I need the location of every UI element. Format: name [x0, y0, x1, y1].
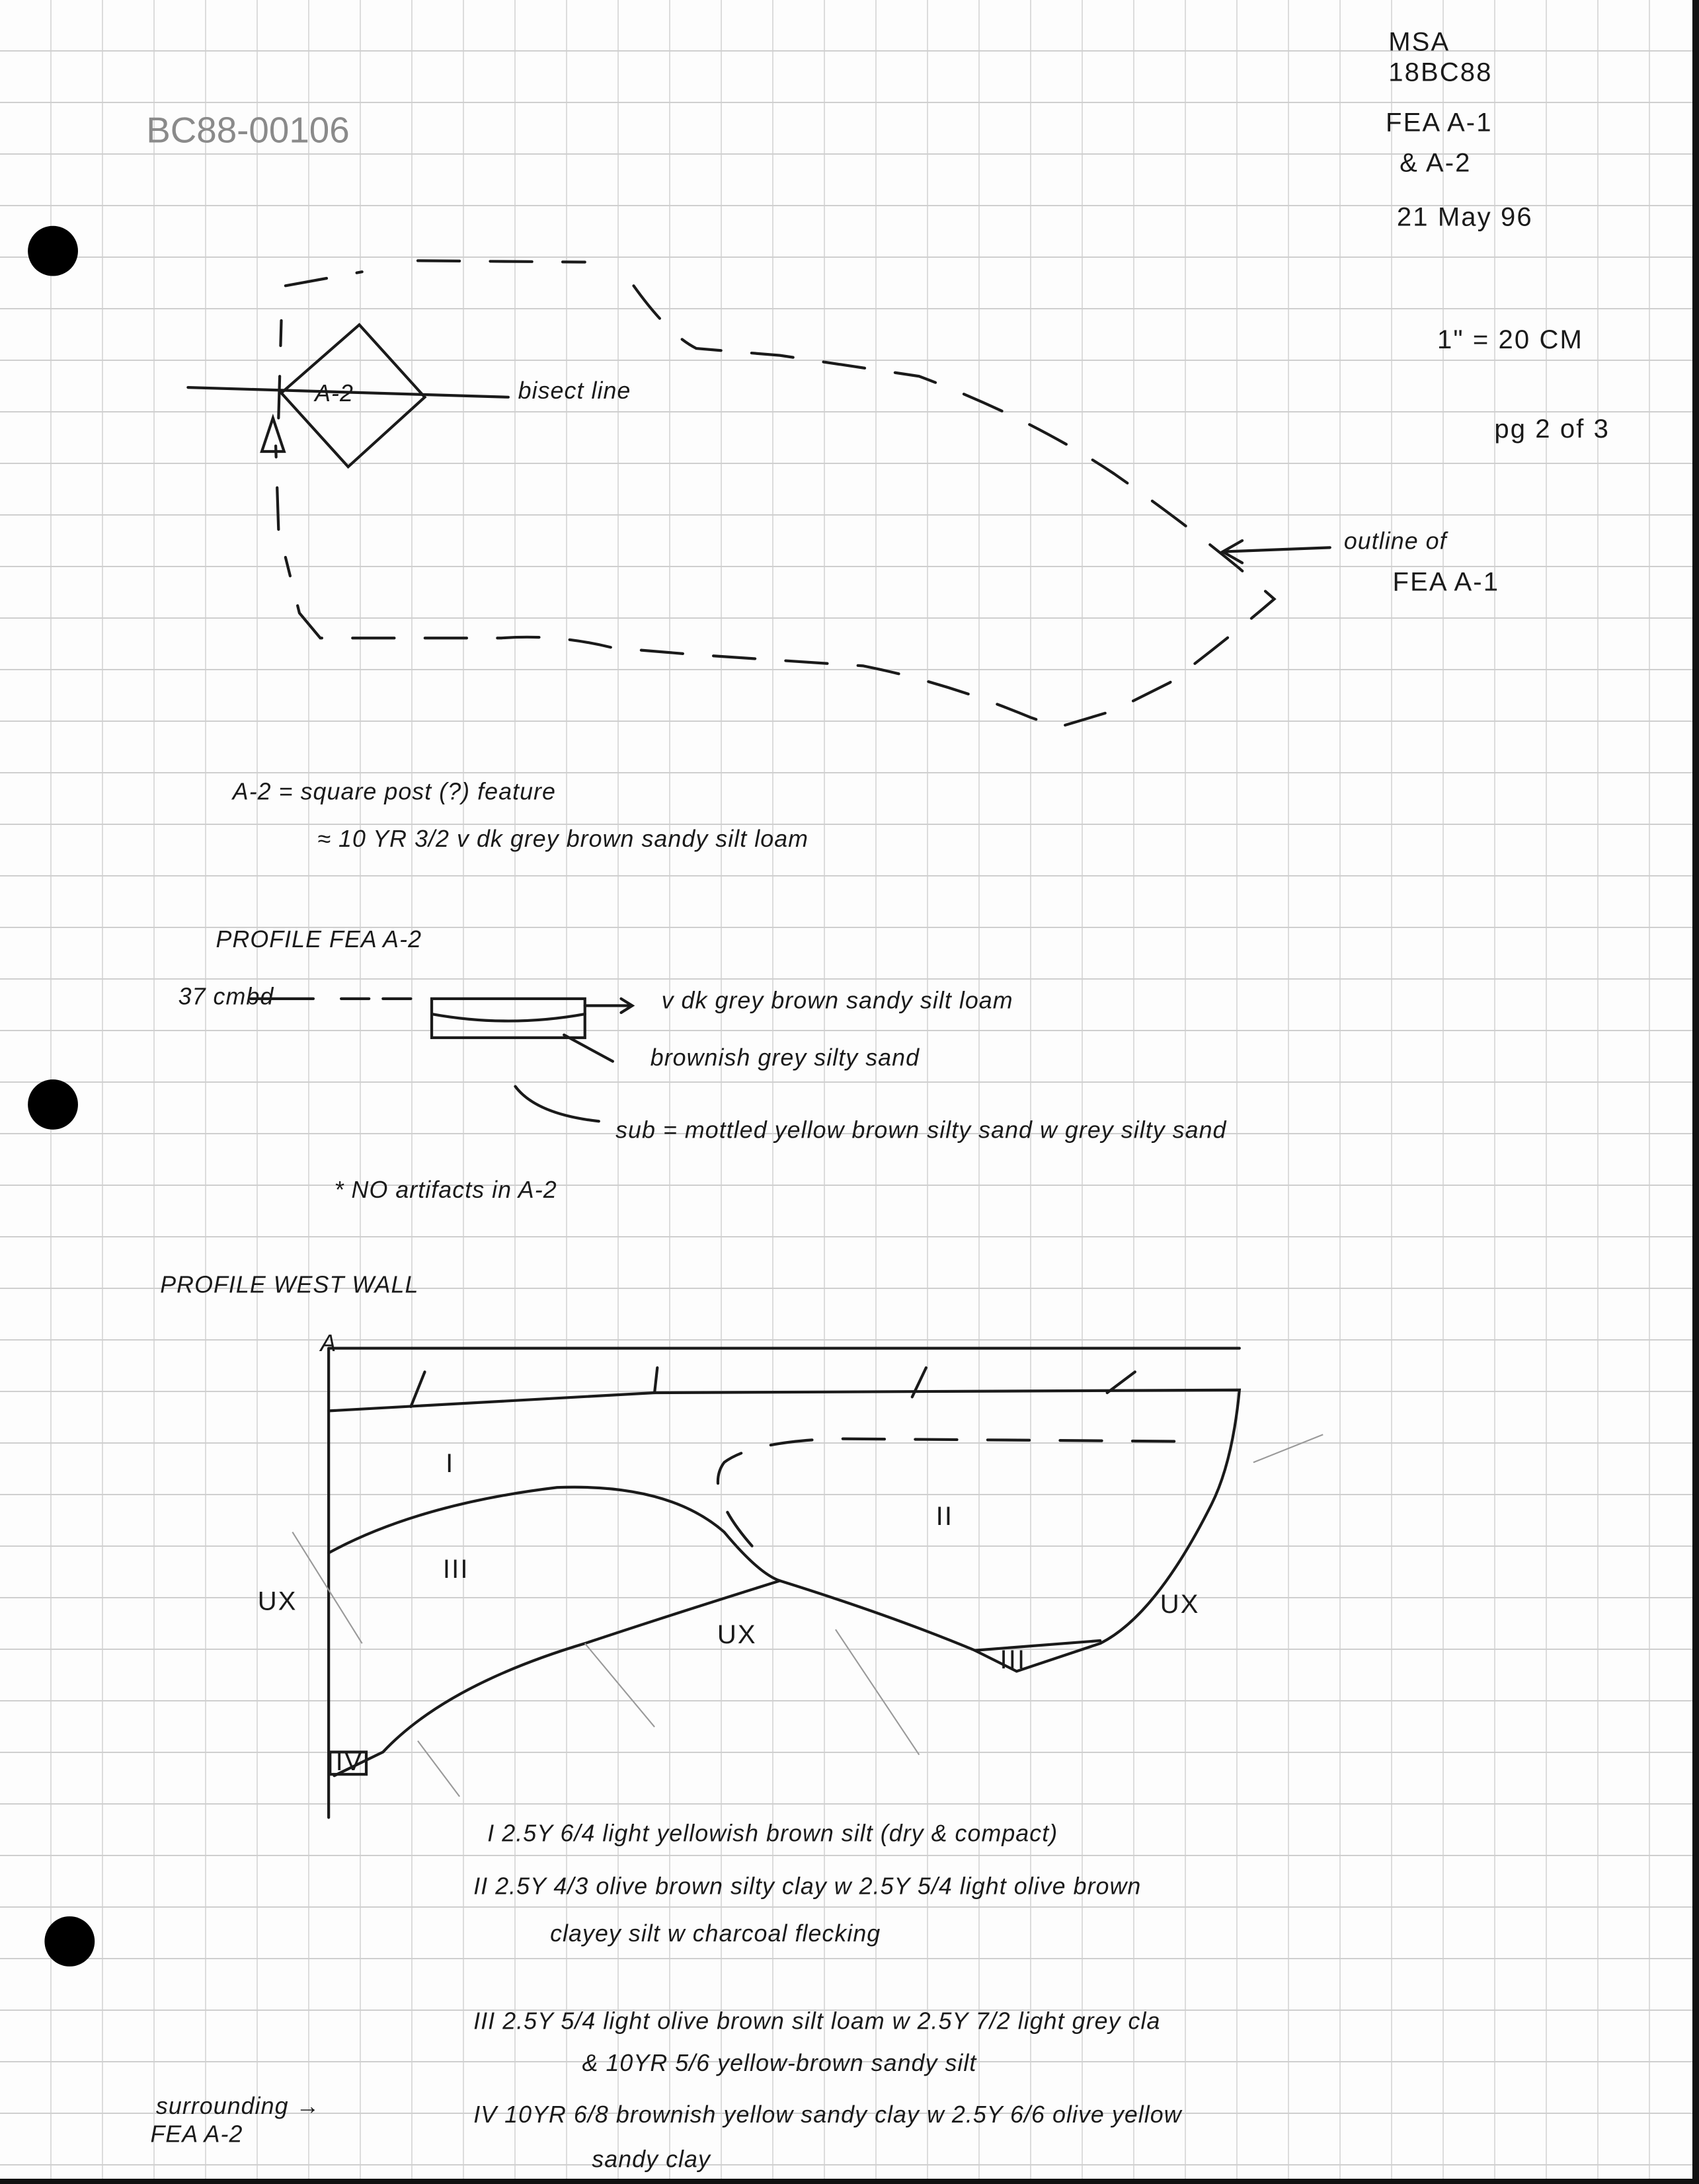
- arrow-icon: [1223, 541, 1330, 563]
- label-ux-right: UX: [1160, 1589, 1200, 1619]
- label-ux-left: UX: [257, 1586, 297, 1616]
- profile-a2-title: PROFILE FEA A-2: [216, 925, 422, 953]
- artifacts-note: * NO artifacts in A-2: [334, 1177, 557, 1204]
- feature-line-1: FEA A-1: [1386, 108, 1493, 137]
- label-ux-mid: UX: [717, 1620, 757, 1650]
- surrounding-label-1: surrounding →: [155, 2093, 321, 2120]
- label-IV: IV: [335, 1746, 364, 1776]
- legend-III-a: III 2.5Y 5/4 light olive brown silt loam w 2.5Y 7/2 light grey cla: [473, 2008, 1161, 2035]
- date: 21 May 96: [1396, 202, 1533, 232]
- label-III: III: [442, 1555, 469, 1584]
- hole-punch: [28, 1079, 78, 1130]
- scale: 1" = 20 CM: [1437, 325, 1583, 355]
- layer-boundary-dashed: [718, 1439, 1198, 1546]
- label-III-lower: III: [1000, 1645, 1027, 1675]
- label-II: II: [935, 1502, 954, 1532]
- site-number: 18BC88: [1388, 58, 1493, 87]
- datum-label: A: [320, 1329, 337, 1356]
- label-I: I: [446, 1449, 455, 1479]
- plan-sketch: [188, 260, 1499, 727]
- legend-IV-b: sandy clay: [592, 2146, 711, 2173]
- west-wall-title: PROFILE WEST WALL: [160, 1271, 419, 1298]
- hole-punch: [44, 1916, 95, 1967]
- legend-II-b: clayey silt w charcoal flecking: [550, 1920, 881, 1947]
- profile-fea-a2: [178, 926, 1227, 1203]
- layer2-label: brownish grey silty sand: [650, 1044, 920, 1071]
- legend-I: I 2.5Y 6/4 light yellowish brown silt (dry & compact): [487, 1820, 1058, 1847]
- outline-label-2: FEA A-1: [1392, 567, 1500, 597]
- surrounding-label-2: FEA A-2: [150, 2121, 243, 2148]
- datum-triangle-icon: [262, 418, 284, 451]
- legend-IV-a: IV 10YR 6/8 brownish yellow sandy clay w 2.5Y 6/6 olive yellow: [473, 2101, 1182, 2128]
- page-header: [1386, 27, 1610, 444]
- feature-line-2: & A-2: [1400, 148, 1472, 178]
- legend-II-a: II 2.5Y 4/3 olive brown silty clay w 2.5Y 5/4 light olive brown: [473, 1873, 1142, 1900]
- layer1-label: v dk grey brown sandy silt loam: [661, 987, 1013, 1014]
- bisect-label: bisect line: [518, 377, 631, 404]
- depth-label: 37 cmbd: [178, 983, 274, 1010]
- outline-label-1: outline of: [1343, 527, 1447, 555]
- layer-boundary: [329, 1487, 780, 1581]
- note-line-1: A-2 = square post (?) feature: [232, 778, 556, 805]
- org-label: MSA: [1388, 27, 1450, 57]
- feature-notes: [231, 779, 809, 853]
- sub-label: sub = mottled yellow brown silty sand w grey silty sand: [615, 1116, 1227, 1144]
- note-line-2: ≈ 10 YR 3/2 v dk grey brown sandy silt loam: [317, 826, 809, 853]
- arrow-icon: [515, 1087, 598, 1122]
- legend-III-b: & 10YR 5/6 yellow-brown sandy silt: [582, 2049, 977, 2076]
- soil-legend: [151, 1820, 1183, 2172]
- profile-west-wall: [160, 1271, 1323, 1817]
- layer-boundary: [432, 1014, 585, 1021]
- catalog-number: BC88-00106: [146, 109, 350, 151]
- page-number: pg 2 of 3: [1494, 414, 1610, 444]
- fea-a1-outline: [276, 260, 1274, 727]
- arrow-icon: [564, 999, 632, 1062]
- hole-punch: [28, 226, 78, 276]
- feature-label: A-2: [315, 380, 354, 407]
